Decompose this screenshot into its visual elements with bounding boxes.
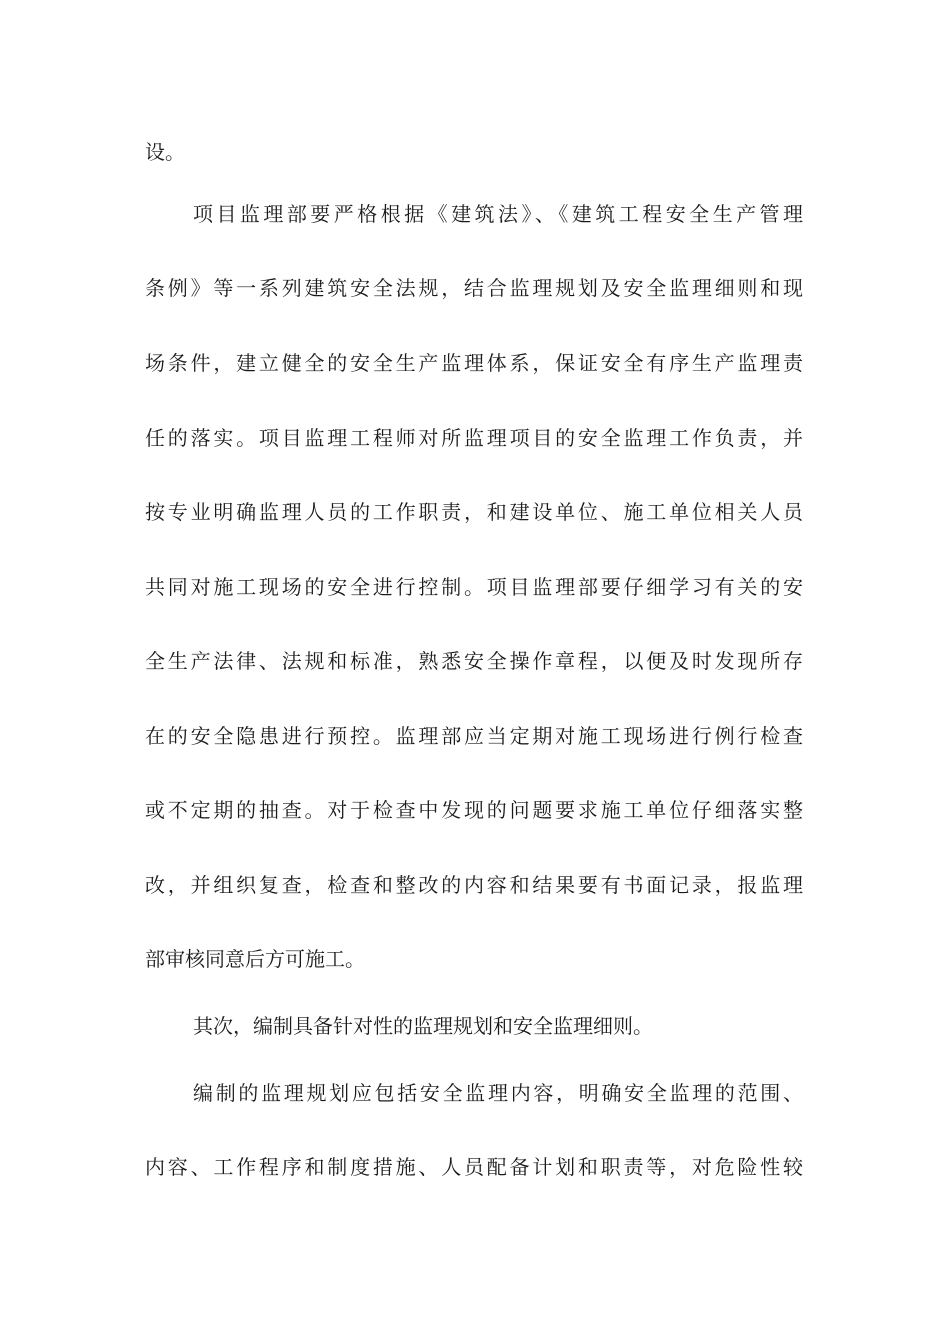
paragraph-first-line: 编制的监理规划应包括安全监理内容，明确安全监理的范围、 (193, 1081, 803, 1105)
paragraph-first-line: 项目监理部要严格根据《建筑法》、《建筑工程安全生产管理 (193, 202, 803, 226)
text-line: 共同对施工现场的安全进行控制。项目监理部要仔细学习有关的安 (145, 575, 803, 599)
text-line: 按专业明确监理人员的工作职责，和建设单位、施工单位相关人员 (145, 500, 803, 524)
text-line: 部审核同意后方可施工。 (145, 947, 365, 971)
text-line: 设。 (145, 140, 185, 164)
text-line: 条例》等一系列建筑安全法规，结合监理规划及安全监理细则和现 (145, 276, 803, 300)
text-line: 任的落实。项目监理工程师对所监理项目的安全监理工作负责，并 (145, 426, 803, 450)
text-line: 场条件，建立健全的安全生产监理体系，保证安全有序生产监理责 (145, 351, 803, 375)
text-line: 改，并组织复查，检查和整改的内容和结果要有书面记录，报监理 (145, 873, 803, 897)
text-line: 在的安全隐患进行预控。监理部应当定期对施工现场进行例行检查 (145, 724, 803, 748)
text-line: 内容、工作程序和制度措施、人员配备计划和职责等，对危险性较 (145, 1155, 803, 1179)
text-line: 或不定期的抽查。对于检查中发现的问题要求施工单位仔细落实整 (145, 798, 803, 822)
paragraph-first-line: 其次，编制具备针对性的监理规划和安全监理细则。 (193, 1014, 653, 1038)
text-line: 全生产法律、法规和标准，熟悉安全操作章程，以便及时发现所存 (145, 649, 803, 673)
